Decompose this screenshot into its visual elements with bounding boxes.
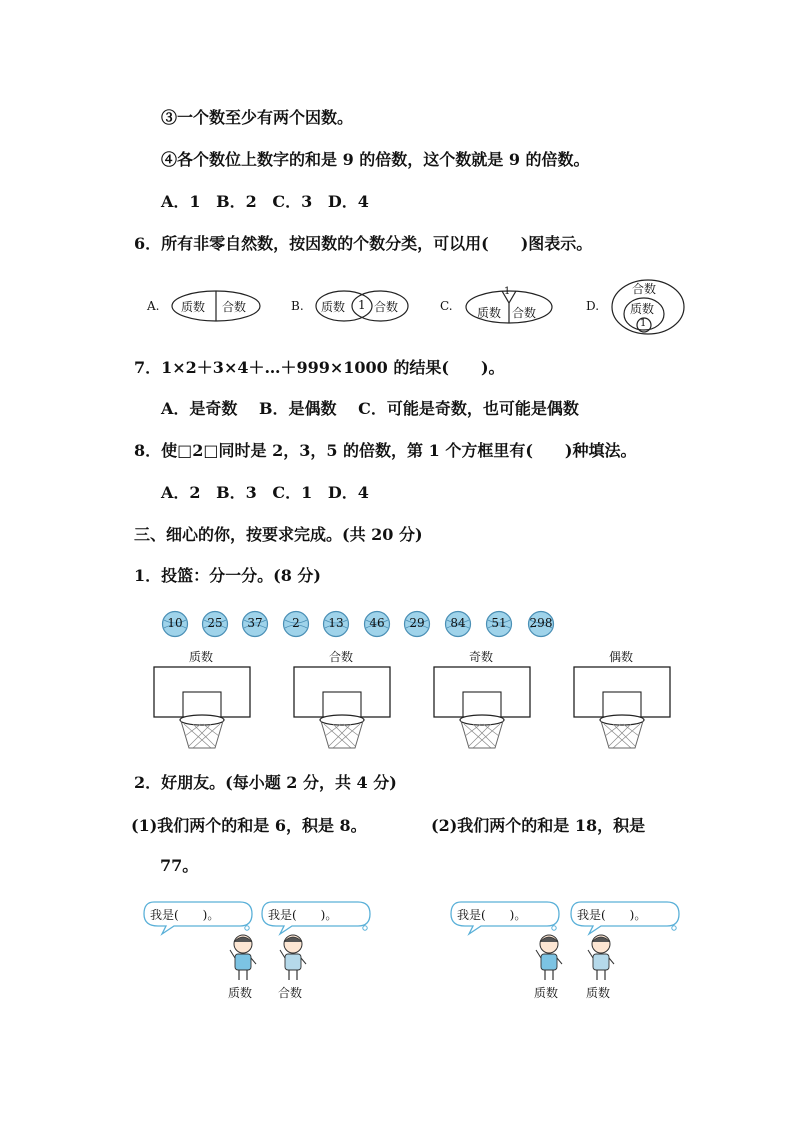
basketball-4[interactable]: [322, 610, 350, 638]
basket-hoop[interactable]: [153, 666, 251, 756]
speech-bubble-1: [258, 898, 374, 942]
basketball-number: 2: [292, 616, 300, 630]
q6-d-composite: 合数: [632, 282, 657, 296]
p2-title: 2．好朋友。(每小题 2 分，共 4 分): [134, 773, 397, 792]
kid-figure-2: [534, 932, 564, 986]
q7-options: [161, 399, 589, 419]
bubble-answer-blank[interactable]: 我是( )。: [457, 908, 527, 922]
q7-option-a[interactable]: A．是奇数: [161, 399, 238, 418]
p2-sub2-cont: 77。: [160, 856, 199, 875]
q6-b-prime: 质数: [321, 300, 346, 314]
p2-sub2: (2)我们两个的和是 18，积是: [431, 816, 646, 835]
kid-icon: [228, 932, 258, 982]
q7-option-b[interactable]: B．是偶数: [259, 399, 337, 418]
q8-option-c[interactable]: C．1: [272, 483, 313, 502]
kid-icon: [278, 932, 308, 982]
basketball-1[interactable]: [201, 610, 229, 638]
q6-d-one: 1: [640, 318, 647, 329]
q6-choice-b-label: B.: [291, 299, 304, 313]
q6-c-prime: 质数: [477, 306, 502, 320]
q5-statement-4: ④各个数位上数字的和是 9 的倍数，这个数就是 9 的倍数。: [161, 150, 590, 169]
basketball-number: 10: [167, 616, 183, 630]
basketball-7[interactable]: [444, 610, 472, 638]
hoop-label-1: 合数: [328, 650, 353, 664]
speech-bubble-3: [567, 898, 683, 942]
basketball-3[interactable]: [282, 610, 310, 638]
q7-option-c[interactable]: C．可能是奇数，也可能是偶数: [358, 399, 579, 418]
basketball-number: 37: [247, 616, 263, 630]
basketball-6[interactable]: [403, 610, 431, 638]
q6-d-prime: 质数: [630, 302, 655, 316]
q5-option-c[interactable]: C．3: [272, 192, 313, 211]
basket-hoop[interactable]: [573, 666, 671, 756]
q7-text: 7．1×2＋3×4＋…＋999×1000 的结果( )。: [134, 358, 505, 377]
q8-option-b[interactable]: B．3: [216, 483, 257, 502]
basketball-number: 29: [409, 616, 425, 630]
hoop-icon: [293, 666, 391, 752]
q5-option-b[interactable]: B．2: [216, 192, 257, 211]
kid-icon: [586, 932, 616, 982]
q6-choice-a-label: A.: [147, 299, 160, 313]
q6-a-composite: 合数: [222, 300, 247, 314]
basketball-2[interactable]: [241, 610, 269, 638]
basketball-number: 84: [450, 616, 466, 630]
q6-text: 6．所有非零自然数，按因数的个数分类，可以用( )图表示。: [134, 234, 593, 253]
basketball-0[interactable]: [161, 610, 189, 638]
hoop-icon: [433, 666, 531, 752]
q6-choice-d-label: D.: [586, 299, 600, 313]
basketball-number: 298: [529, 616, 553, 630]
kid-label-2: 质数: [534, 986, 559, 1000]
hoop-label-3: 偶数: [608, 650, 633, 664]
hoop-icon: [153, 666, 251, 752]
q6-c-composite: 合数: [512, 306, 537, 320]
kid-figure-0: [228, 932, 258, 986]
q6-b-composite: 合数: [374, 300, 399, 314]
p1-title: 1．投篮：分一分。(8 分): [134, 566, 321, 585]
kid-figure-3: [586, 932, 616, 986]
section3-heading: 三、细心的你，按要求完成。(共 20 分): [134, 525, 423, 544]
basket-hoop[interactable]: [433, 666, 531, 756]
kid-label-1: 合数: [278, 986, 303, 1000]
hoop-label-2: 奇数: [468, 650, 493, 664]
q6-a-prime: 质数: [181, 300, 206, 314]
q5-statement-3: ③一个数至少有两个因数。: [161, 108, 354, 127]
hoop-label-0: 质数: [188, 650, 213, 664]
q8-option-a[interactable]: A．2: [161, 483, 201, 502]
q5-options: [161, 192, 379, 212]
basketball-number: 51: [491, 616, 507, 630]
basketball-8[interactable]: [485, 610, 513, 638]
kid-label-0: 质数: [228, 986, 253, 1000]
basketball-number: 13: [328, 616, 344, 630]
q8-text: 8．使□2□同时是 2，3，5 的倍数，第 1 个方框里有( )种填法。: [134, 441, 637, 460]
q5-option-d[interactable]: D．4: [327, 192, 369, 211]
kid-icon: [534, 932, 564, 982]
basketball-number: 46: [369, 616, 385, 630]
basket-hoop[interactable]: [293, 666, 391, 756]
q6-b-one: 1: [358, 298, 366, 312]
q8-option-d[interactable]: D．4: [327, 483, 369, 502]
kid-figure-1: [278, 932, 308, 986]
q5-option-a[interactable]: A．1: [161, 192, 201, 211]
q6-c-one: 1: [504, 286, 511, 297]
q8-options: [161, 483, 379, 503]
kid-label-3: 质数: [586, 986, 611, 1000]
bubble-answer-blank[interactable]: 我是( )。: [150, 908, 220, 922]
basketball-5[interactable]: [363, 610, 391, 638]
basketball-number: 25: [207, 616, 223, 630]
bubble-answer-blank[interactable]: 我是( )。: [268, 908, 338, 922]
p2-sub1: (1)我们两个的和是 6，积是 8。: [131, 816, 367, 835]
basketball-9[interactable]: [527, 610, 555, 638]
bubble-answer-blank[interactable]: 我是( )。: [577, 908, 647, 922]
hoop-icon: [573, 666, 671, 752]
q6-choice-c-label: C.: [440, 299, 453, 313]
